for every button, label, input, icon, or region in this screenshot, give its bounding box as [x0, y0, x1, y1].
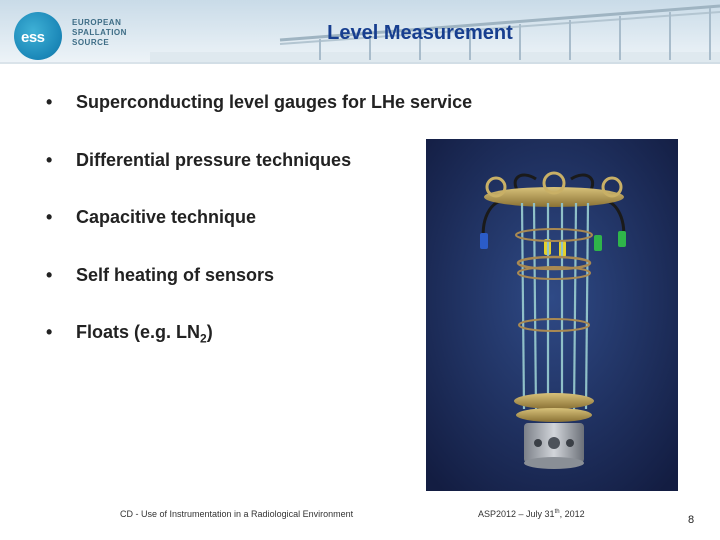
page-number: 8: [688, 514, 695, 526]
bullet-marker: •: [46, 322, 53, 342]
bullet-text: Differential pressure techniques: [76, 149, 352, 170]
bullet-text-end: ): [206, 322, 213, 342]
bullet-marker: •: [46, 264, 53, 285]
level-gauge-photo: [426, 139, 678, 491]
footer-presentation-title: CD - Use of Instrumentation in a Radiological Environment: [120, 509, 354, 519]
logo-line: SPALLATION: [72, 28, 127, 37]
bullet-marker: •: [46, 149, 53, 170]
bullet-text: Capacitive technique: [76, 207, 257, 227]
logo-line: SOURCE: [72, 38, 110, 47]
bullet-text: Self heating of sensors: [76, 264, 275, 285]
header-banner: [0, 0, 720, 64]
footer-event-date: [478, 509, 585, 519]
bullet-text-main: Floats (e.g. LN: [76, 322, 201, 342]
logo-wordmark: [72, 18, 127, 48]
bullet-subscript: 2: [200, 331, 207, 346]
logo-line: EUROPEAN: [72, 18, 122, 27]
bullet-text: [76, 322, 213, 346]
ess-logo: [12, 8, 162, 64]
footer-date-text: ASP2012 – July 31: [478, 509, 555, 519]
bullet-marker: •: [46, 92, 53, 112]
footer-date-year: , 2012: [559, 509, 585, 519]
bullet-marker: •: [46, 207, 53, 227]
logo-monogram: ess: [21, 29, 45, 46]
footer-date-superscript: th: [554, 509, 560, 515]
bullet-text: Superconducting level gauges for LHe service: [76, 92, 473, 112]
slide-title: Level Measurement: [327, 22, 513, 44]
